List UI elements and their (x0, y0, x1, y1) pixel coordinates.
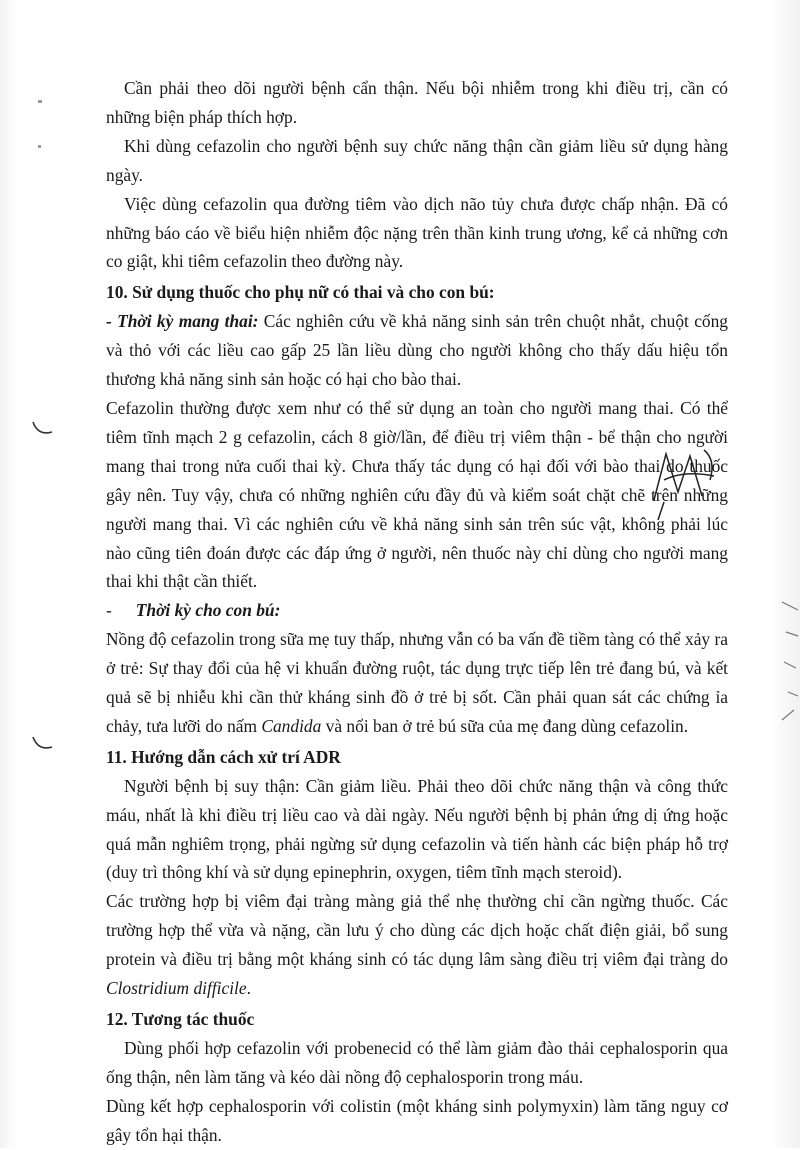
paragraph: Dùng kết hợp cephalosporin với colistin (một kháng sinh polymyxin) làm tăng nguy cơ gây tổn hại thận. (106, 1095, 728, 1145)
punch-hole-mark (30, 733, 56, 755)
paragraph (106, 596, 728, 625)
paragraph-text: Nồng độ cefazolin trong sữa mẹ tuy thấp, nhưng vẫn có ba vấn đề tiềm tàng có thể xảy ra ở trẻ: Sự thay đổi của hệ vi khuẩn đường ruột, tác dụng trực tiếp lên trẻ đang bú, và kết quả sẽ bị nhiễu khi cần thử kháng sinh đồ ở trẻ bị sốt. Cần phải quan sát các chứng ỉa chảy, tưa lưỡi do nấm (106, 629, 728, 736)
paragraph-text: Các nghiên cứu về khả năng sinh sản trên chuột nhắt, chuột cống và thỏ với các liều cao gấp 25 lần liều dùng cho người không cho thấy dấu hiệu tổn thương khả năng sinh sản hoặc có hại cho bào thai. (106, 311, 729, 390)
handwritten-initials (644, 440, 724, 530)
paragraph: Việc dùng cefazolin qua đường tiêm vào dịch não tủy chưa được chấp nhận. Đã có những báo cáo về biểu hiện nhiễm độc nặng trên thần kinh trung ương, kể cả những cơn co giật, khi tiêm cefazolin theo đường này. (106, 193, 728, 272)
paragraph: Cefazolin thường được xem như có thể sử dụng an toàn cho người mang thai. Có thể tiêm tĩnh mạch 2 g cefazolin, cách 8 giờ/lần, để điều trị viêm thận - bể thận cho người mang thai trong nửa cuối thai kỳ. Chưa thấy tác dụng có hại đối với bào thai do thuốc gây nên. Tuy vậy, chưa có những nghiên cứu đầy đủ và kiểm soát chặt chẽ trên những người mang thai. Vì các nghiên cứu về khả năng sinh sản trên súc vật, không phải lúc nào cũng tiên đoán được các đáp ứng ở người, nên thuốc này chỉ dùng cho người mang thai khi thật cần thiết. (106, 397, 728, 592)
section-heading: 10. Sử dụng thuốc cho phụ nữ có thai và cho con bú: (106, 282, 495, 303)
lactation-label: Thời kỳ cho con bú: (135, 600, 281, 621)
paragraph: Dùng phối hợp cefazolin với probenecid có thể làm giảm đào thải cephalosporin qua ống thận, nên làm tăng và kéo dài nồng độ cephalosporin trong máu. (106, 1037, 728, 1087)
section-heading: 12. Tương tác thuốc (106, 1009, 255, 1029)
pregnancy-label: - Thời kỳ mang thai: (106, 311, 259, 332)
paragraph (106, 887, 728, 1003)
paragraph-text: và nổi ban ở trẻ bú sữa của mẹ đang dùng cefazolin. (321, 715, 689, 736)
paragraph: Khi dùng cefazolin cho người bệnh suy chức năng thận cần giảm liều sử dụng hàng ngày. (106, 135, 728, 185)
species-name: Clostridium difficile (106, 978, 247, 999)
scan-dot (38, 100, 42, 103)
paragraph: Cần phải theo dõi người bệnh cẩn thận. Nếu bội nhiễm trong khi điều trị, cần có những biện pháp thích hợp. (106, 78, 728, 127)
dash: - (106, 600, 112, 621)
species-name: Candida (261, 715, 322, 736)
paragraph (106, 625, 728, 741)
paragraph-text: . (246, 978, 251, 999)
section-heading: 11. Hướng dẫn cách xử trí ADR (106, 746, 341, 767)
punch-hole-mark (30, 418, 56, 440)
edge-stamp-fragment (780, 592, 800, 732)
document-body (106, 74, 728, 1150)
paragraph-text: Các trường hợp bị viêm đại tràng màng giả thể nhẹ thường chỉ cần ngừng thuốc. Các trường hợp thể vừa và nặng, cần lưu ý cho dùng các dịch hoặc chất điện giải, bổ sung protein và điều trị bằng một kháng sinh có tác dụng lâm sàng điều trị viêm đại tràng do (106, 891, 728, 970)
paragraph (106, 307, 728, 394)
paragraph: Người bệnh bị suy thận: Cần giảm liều. Phải theo dõi chức năng thận và công thức máu, nhất là khi điều trị liều cao và dài ngày. Nếu người bệnh bị phản ứng dị ứng hoặc quá mẫn nghiêm trọng, phải ngừng sử dụng cefazolin và tiến hành các biện pháp hỗ trợ (duy trì thông khí và sử dụng epinephrin, oxygen, tiêm tĩnh mạch steroid). (106, 775, 728, 883)
scan-dot (38, 145, 41, 148)
